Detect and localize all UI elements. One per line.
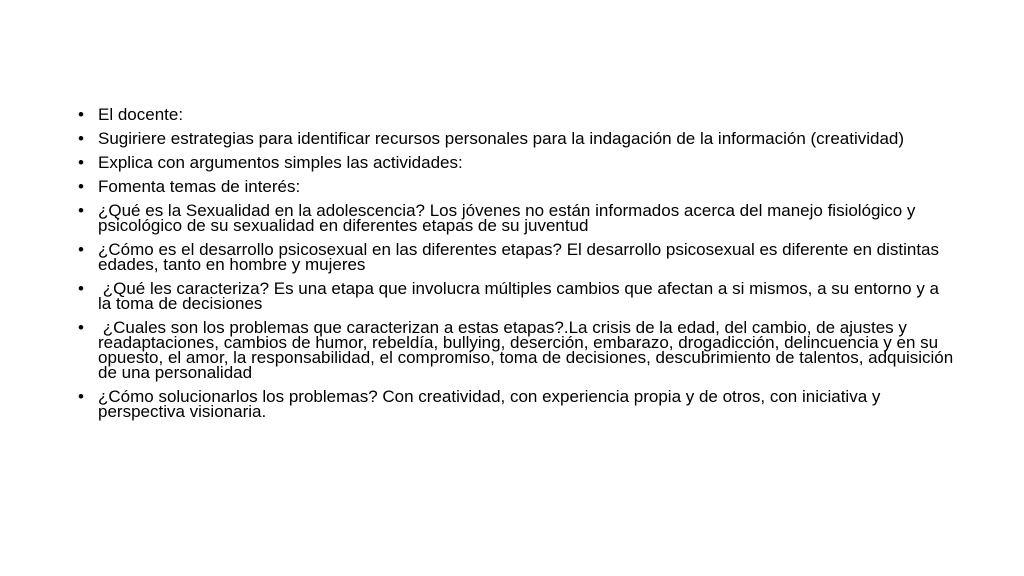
bullet-item-sexualidad	[76, 203, 956, 233]
bullet-text: ¿Cómo solucionarlos los problemas? Con creatividad, con experiencia propia y de otros, con iniciativa y perspectiva visionaria.	[98, 387, 886, 421]
bullet-item-docente	[76, 107, 956, 122]
bullet-text: Explica con argumentos simples las actividades:	[98, 153, 463, 172]
bullet-text: ¿Qué les caracteriza? Es una etapa que involucra múltiples cambios que afectan a si mismos, a su entorno y a la toma de decisiones	[98, 279, 944, 313]
bullet-item-problemas	[76, 320, 956, 380]
bullet-icon: •	[78, 129, 84, 148]
bullet-icon: •	[78, 105, 84, 124]
bullet-item-estrategias	[76, 131, 956, 146]
bullet-icon: •	[78, 240, 84, 259]
bullet-item-solucion	[76, 389, 956, 419]
bullet-item-argumentos	[76, 155, 956, 170]
bullet-item-temas	[76, 179, 956, 194]
bullet-icon: •	[78, 387, 84, 406]
bullet-item-desarrollo	[76, 242, 956, 272]
bullet-icon: •	[78, 177, 84, 196]
bullet-text: El docente:	[98, 105, 184, 124]
bullet-text: Fomenta temas de interés:	[98, 177, 301, 196]
bullet-text: Sugiriere estrategias para identificar recursos personales para la indagación de la información (creatividad)	[98, 129, 905, 148]
bullet-text: ¿Cómo es el desarrollo psicosexual en las diferentes etapas? El desarrollo psicosexual es diferente en distintas edades, tanto en hombre y mujeres	[98, 240, 944, 274]
bullet-item-caracteriza	[76, 281, 956, 311]
bullet-text: ¿Qué es la Sexualidad en la adolescencia? Los jóvenes no están informados acerca del manejo fisiológico y psicológico de su sexualidad en diferentes etapas de su juventud	[98, 201, 921, 235]
bullet-icon: •	[78, 153, 84, 172]
bullet-icon: •	[78, 201, 84, 220]
bullet-icon: •	[78, 279, 84, 298]
bullet-icon: •	[78, 318, 84, 337]
bullet-list	[76, 107, 956, 428]
bullet-text: ¿Cuales son los problemas que caracterizan a estas etapas?.La crisis de la edad, del cambio, de ajustes y readaptaciones, cambios de humor, rebeldía, bullying, deserción, embarazo, drogadicción, delincuencia y en su opuesto, el amor, la responsabilidad, el compromiso, toma de decisiones, descubrimiento de talentos, adquisición de una personalidad	[98, 318, 958, 382]
